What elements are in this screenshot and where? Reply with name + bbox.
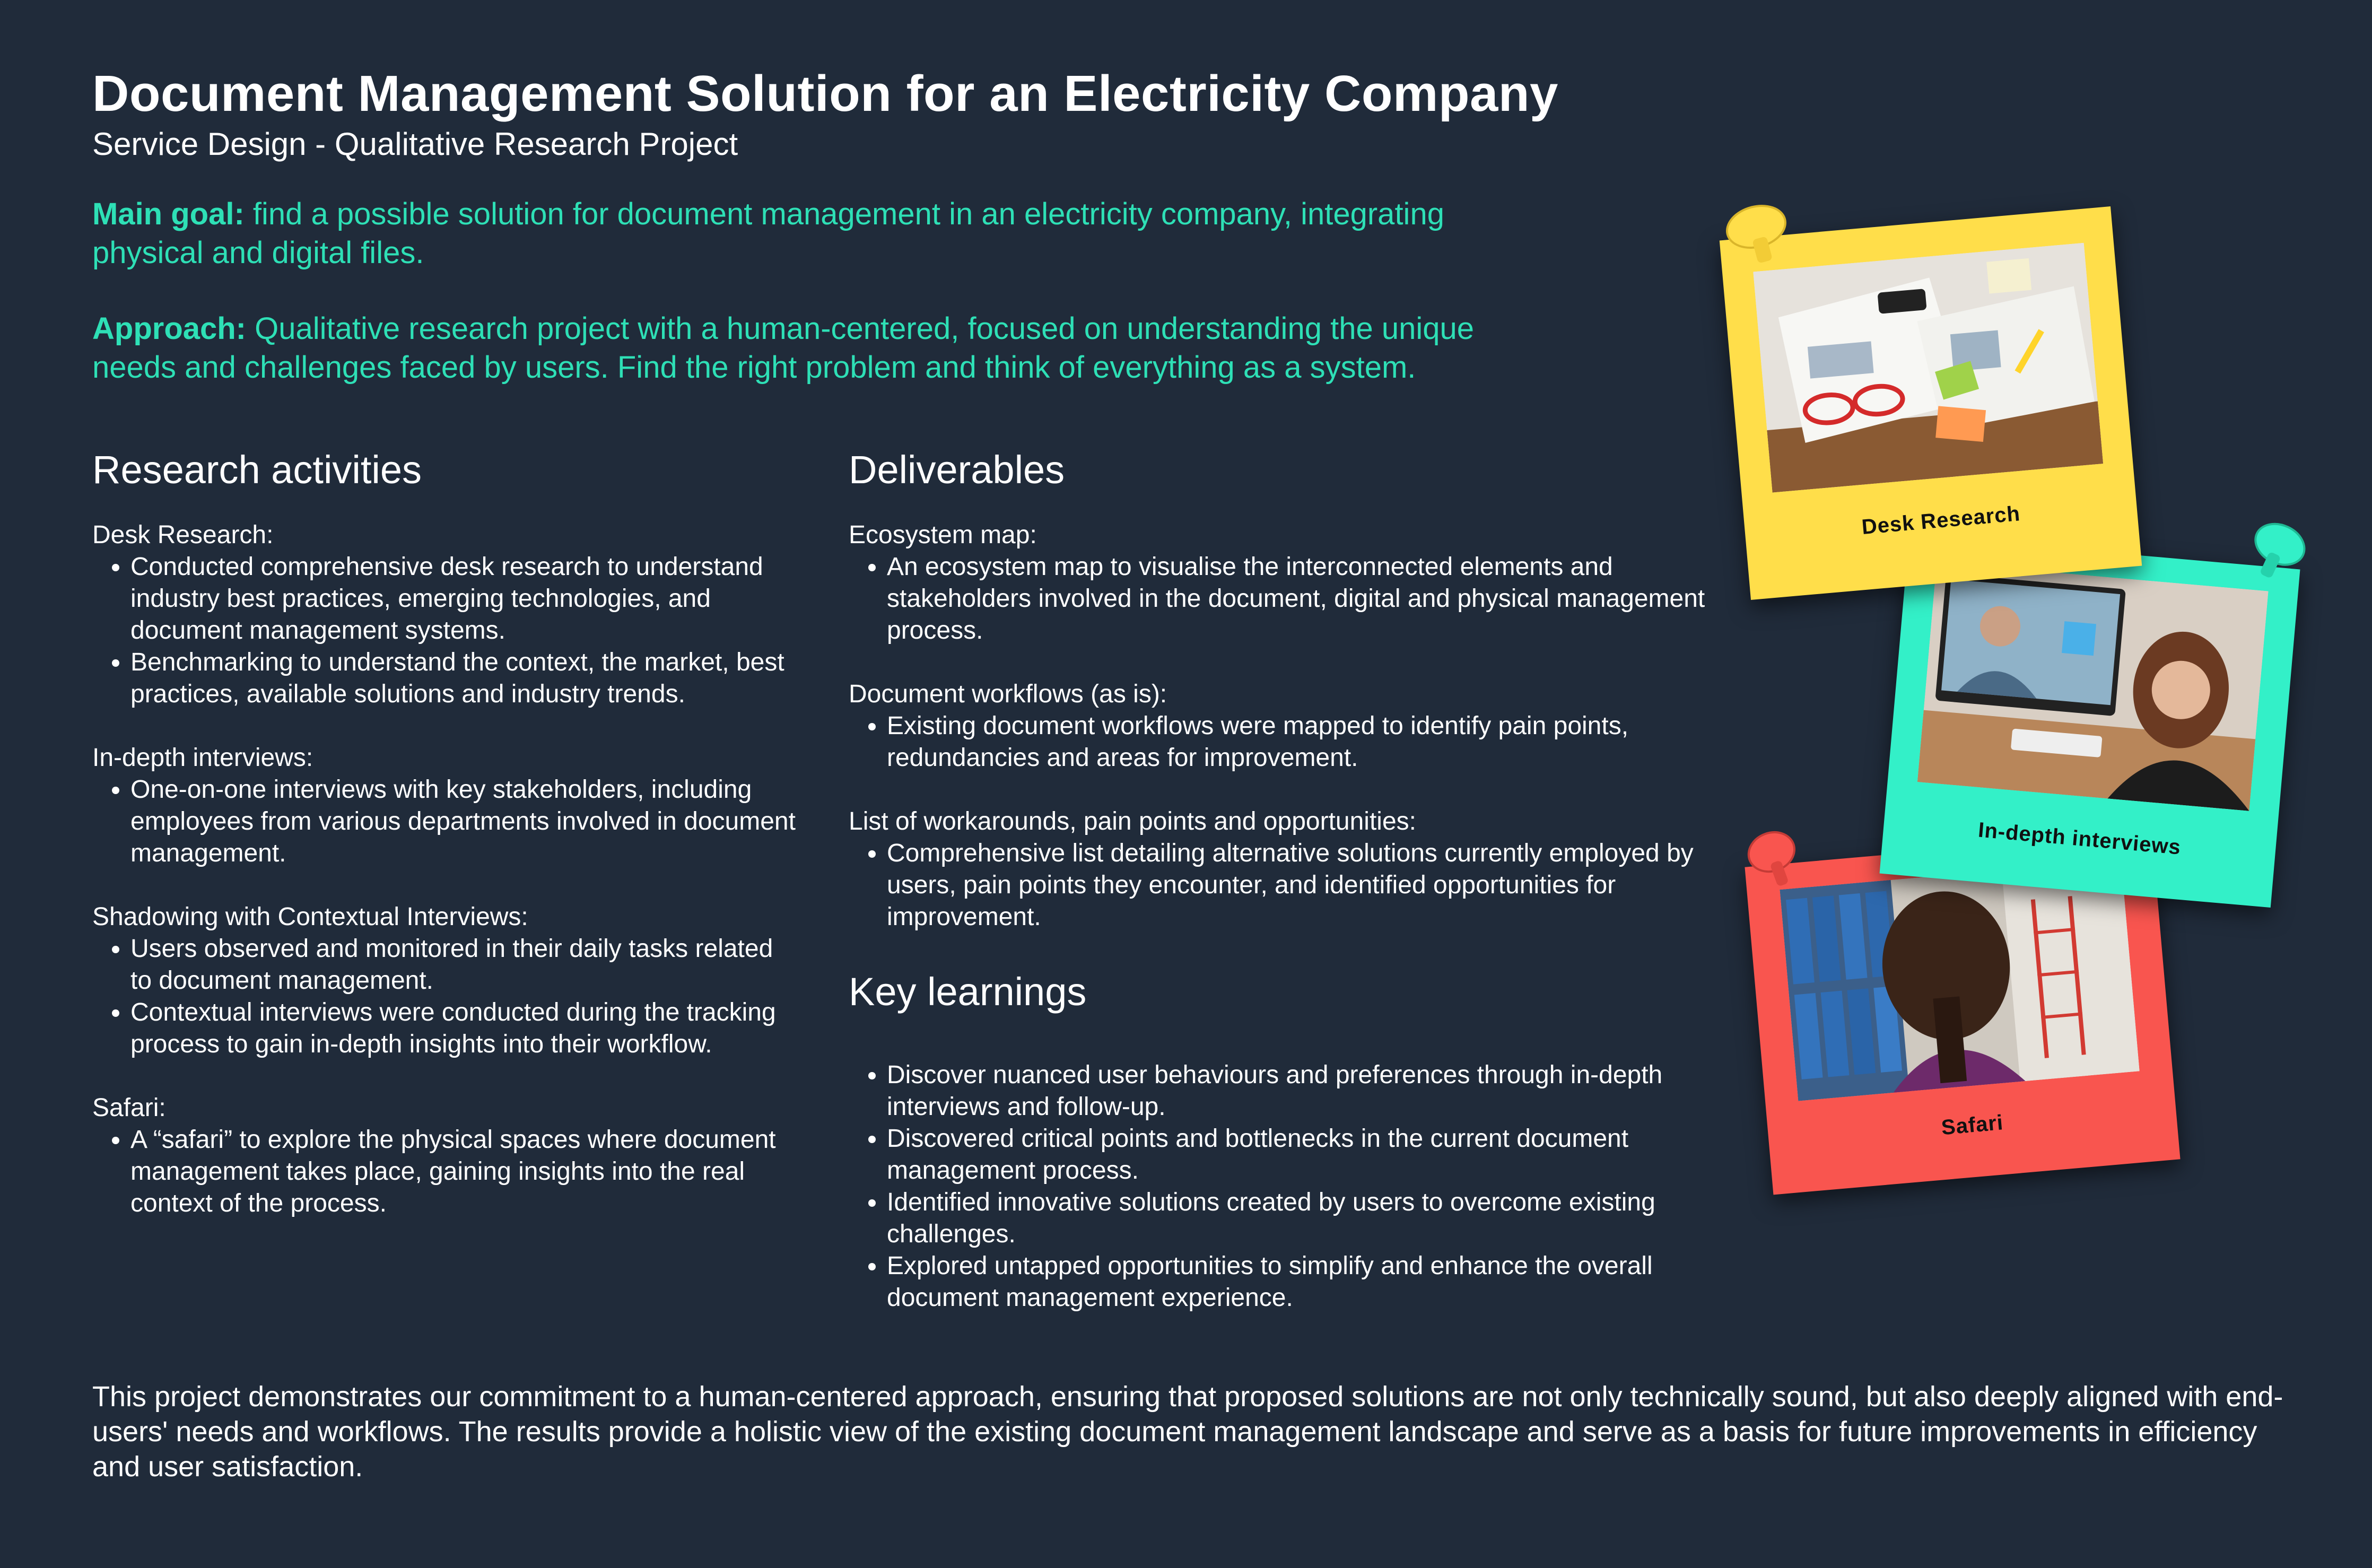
ecosystem-map-group [849,519,1708,647]
list-item: • Discover nuanced user behaviours and preferences through in-depth interviews and follow-up. [887,1059,1708,1123]
list-item: • Comprehensive list detailing alternative solutions currently employed by users, pain points they encounter, and identified opportunities for improvement. [887,838,1708,933]
bullet-list [92,933,798,1060]
interviews-group [92,742,798,869]
bullet-list [849,1059,1708,1314]
card-caption: In-depth interviews [1977,818,2182,859]
card-caption: Desk Research [1861,502,2021,539]
bullet-list [92,551,798,710]
list-item: • Contextual interviews were conducted during the tracking process to gain in-depth insights into their workflow. [130,997,798,1060]
bullet-list [849,551,1708,647]
desk-research-group [92,519,798,710]
desk-research-card [1720,206,2142,600]
approach [92,310,1556,387]
group-title: Ecosystem map: [849,520,1037,549]
list-item: • Identified innovative solutions created by users to overcome existing challenges. [887,1187,1708,1250]
list-item: • Existing document workflows were mapped to identify pain points, redundancies and areas for improvement. [887,710,1708,774]
workflows-group [849,678,1708,774]
research-activities-section [92,447,798,1219]
bullet-list [92,1124,798,1219]
workarounds-group [849,806,1708,933]
safari-group [92,1092,798,1219]
group-title: Safari: [92,1093,166,1122]
group-title: Desk Research: [92,520,274,549]
approach-text: Qualitative research project with a human-centered, focused on understanding the unique needs and challenges faced by users. Find the right problem and think of everything as a system. [92,311,1474,385]
list-item: • Benchmarking to understand the context, the market, best practices, available solutions and industry trends. [130,647,798,710]
header [92,66,1684,163]
list-item: • Users observed and monitored in their daily tasks related to document management. [130,933,798,997]
interviews-card [1880,535,2300,908]
main-goal [92,195,1556,272]
desk-research-photo [1753,243,2103,493]
approach-label: Approach: [92,311,246,346]
main-goal-text: find a possible solution for document management in an electricity company, integrating physical and digital files. [92,197,1444,270]
interview-photo [1917,562,2269,811]
key-learnings-section [849,969,1708,1314]
footer-summary: This project demonstrates our commitment to a human-centered approach, ensuring that proposed solutions are not only technically sound, but also deeply aligned with end-users' needs and workflows. The results provide a holistic view of the existing document management landscape and serve as a basis for future improvements in efficiency and user satisfaction. [92,1381,2283,1483]
page-title: Document Management Solution for an Electricity Company [92,65,1558,122]
card-caption: Safari [1940,1111,2004,1140]
page-subtitle: Service Design - Qualitative Research Project [92,126,738,162]
bullet-list [849,838,1708,933]
list-item: • Conducted comprehensive desk research to understand industry best practices, emerging technologies, and document management systems. [130,551,798,647]
group-title: In-depth interviews: [92,743,313,772]
list-item: • Discovered critical points and bottlenecks in the current document management process. [887,1123,1708,1187]
list-item: • Explored untapped opportunities to simplify and enhance the overall document management experience. [887,1250,1708,1314]
deliverables-section [849,447,1708,933]
group-title: List of workarounds, pain points and opportunities: [849,807,1416,835]
shadowing-group [92,901,798,1060]
main-goal-label: Main goal: [92,197,245,231]
key-learnings-title: Key learnings [849,970,1087,1014]
list-item: • One-on-one interviews with key stakeholders, including employees from various departments involved in document management. [130,774,798,869]
bullet-list [92,774,798,869]
group-title: Shadowing with Contextual Interviews: [92,902,528,931]
deliverables-title: Deliverables [849,448,1065,492]
bullet-list [849,710,1708,774]
research-activities-title: Research activities [92,448,422,492]
list-item: • A “safari” to explore the physical spaces where document management takes place, gaining insights into the real context of the process. [130,1124,798,1219]
safari-photo [1780,860,2139,1101]
list-item: • An ecosystem map to visualise the interconnected elements and stakeholders involved in the document, digital and physical management process. [887,551,1708,647]
group-title: Document workflows (as is): [849,680,1167,708]
